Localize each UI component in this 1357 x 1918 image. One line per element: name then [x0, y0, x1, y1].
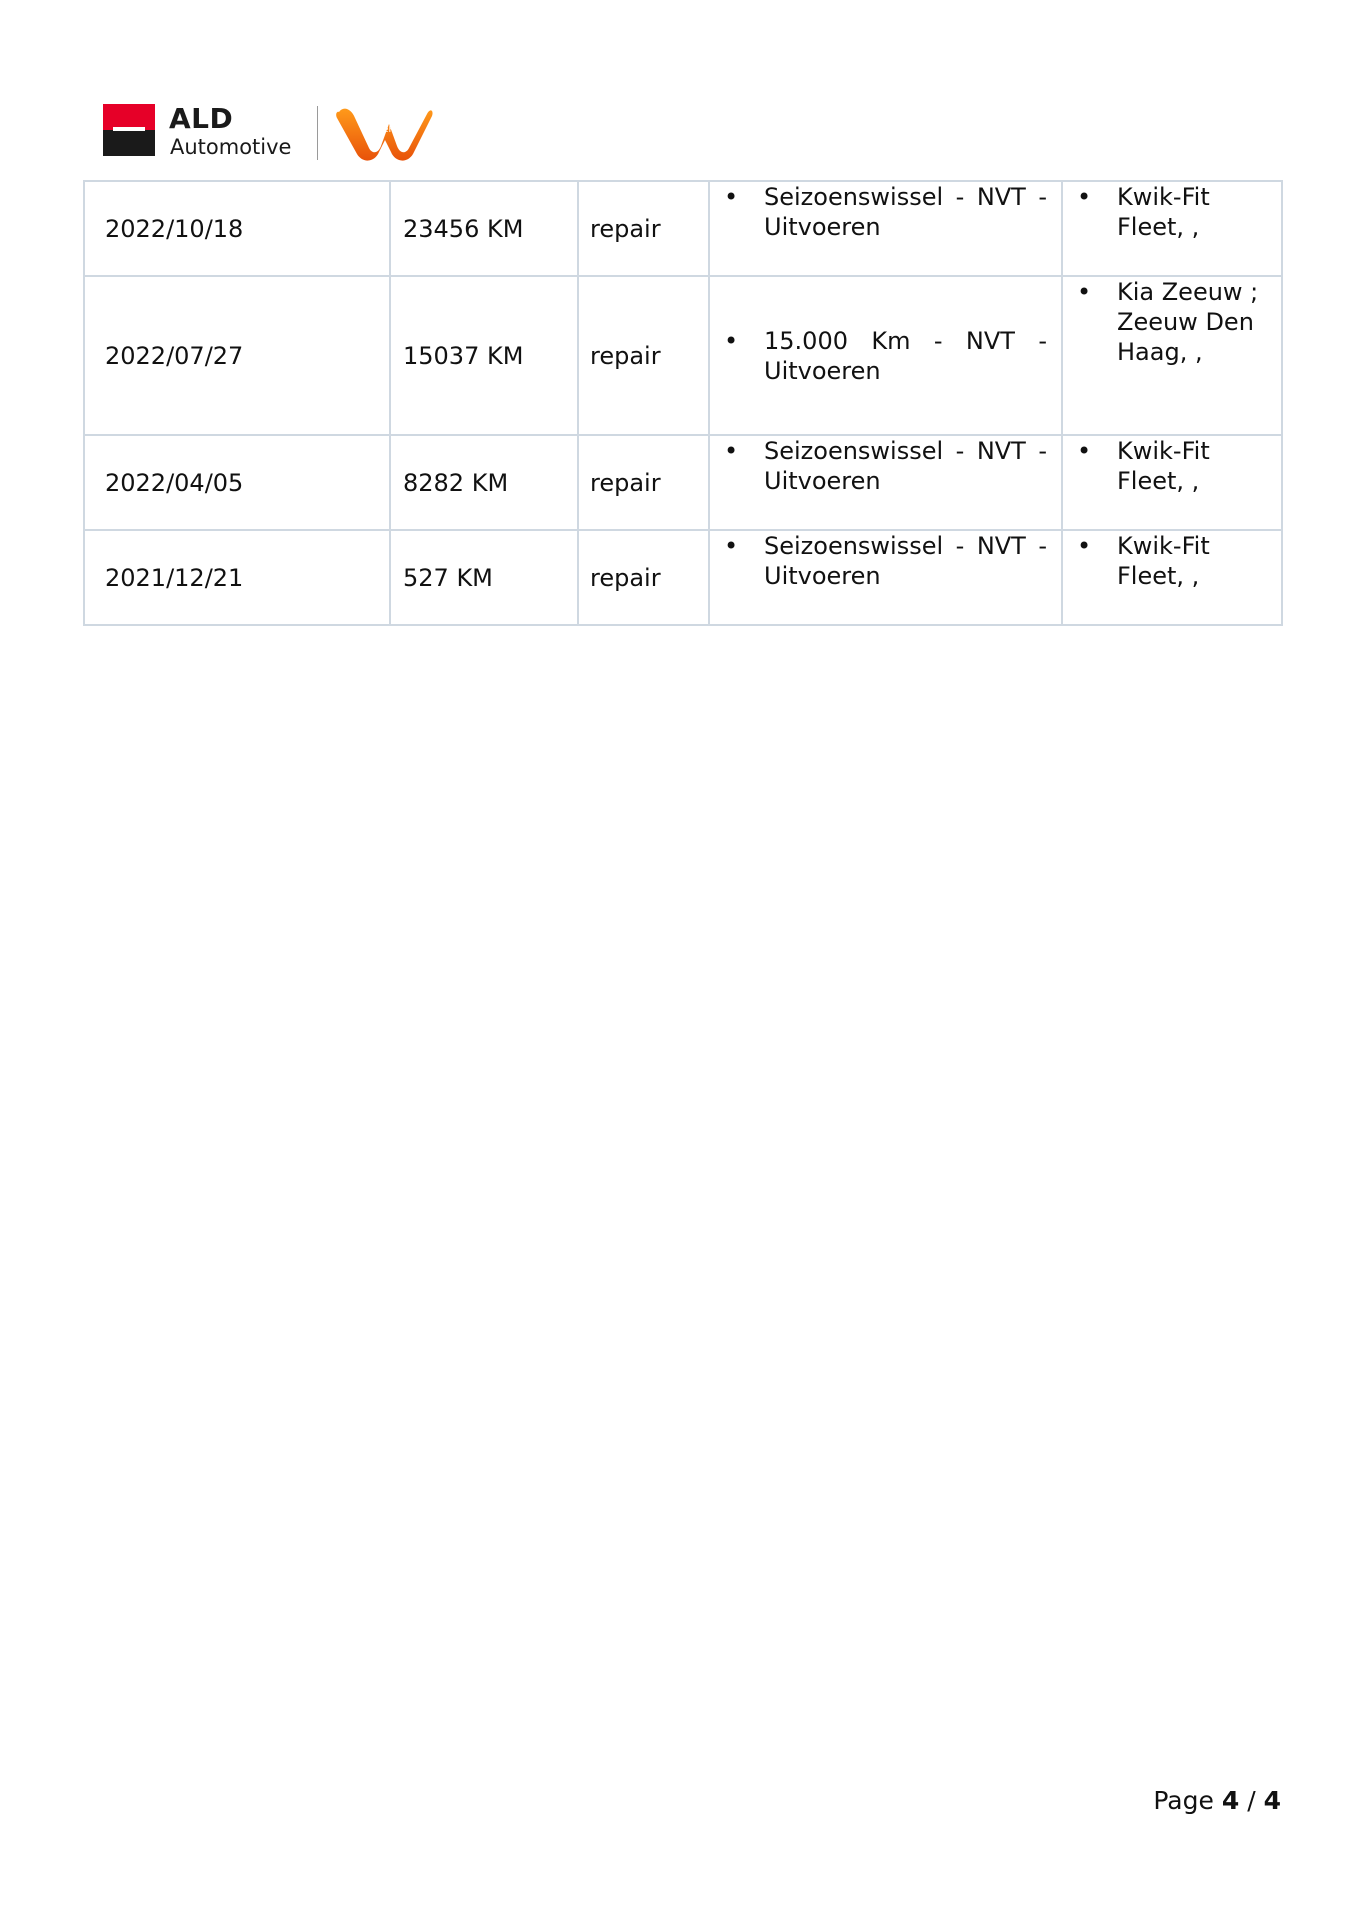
cell-description: [709, 181, 1062, 276]
table-row: [84, 435, 1282, 530]
supplier-bullet: • Kwik-Fit Fleet, ,: [1075, 531, 1267, 591]
page-number: [1153, 1786, 1281, 1815]
cell-date: 2021/12/21: [84, 530, 390, 625]
supplier-bullet: • Kia Zeeuw ; Zeeuw Den Haag, ,: [1075, 277, 1267, 367]
description-bullet: • Seizoenswissel - NVT - Uitvoeren: [722, 531, 1047, 591]
supplier-bullet: • Kwik-Fit Fleet, ,: [1075, 436, 1267, 496]
table-row: [84, 276, 1282, 435]
description-bullet: • Seizoenswissel - NVT - Uitvoeren: [722, 182, 1047, 242]
cell-description: [709, 435, 1062, 530]
cell-date: 2022/10/18: [84, 181, 390, 276]
page-current: 4: [1221, 1786, 1240, 1815]
cell-type: repair: [578, 181, 709, 276]
ald-brand-name: ALD: [169, 102, 234, 135]
cell-supplier: [1062, 530, 1282, 625]
cell-mileage: 8282 KM: [390, 435, 578, 530]
table-row: [84, 530, 1282, 625]
page-separator: /: [1247, 1786, 1256, 1815]
cell-description: [709, 530, 1062, 625]
maintenance-history-table: [83, 180, 1283, 626]
cell-type: repair: [578, 276, 709, 435]
cell-description: [709, 276, 1062, 435]
ald-logo-dash: [113, 127, 145, 131]
cell-mileage: 15037 KM: [390, 276, 578, 435]
supplier-bullet: • Kwik-Fit Fleet, ,: [1075, 182, 1267, 242]
cell-type: repair: [578, 530, 709, 625]
cell-type: repair: [578, 435, 709, 530]
leaseplan-logo-text: LeasePlan: [362, 125, 408, 135]
cell-supplier: [1062, 276, 1282, 435]
leaseplan-logo-icon: [335, 102, 435, 162]
table-row: [84, 181, 1282, 276]
description-bullet: • 15.000 Km - NVT - Uitvoeren: [722, 326, 1047, 386]
ald-logo-black-block: [103, 130, 155, 156]
logo-divider: [317, 106, 318, 160]
cell-mileage: 23456 KM: [390, 181, 578, 276]
description-bullet: • Seizoenswissel - NVT - Uitvoeren: [722, 436, 1047, 496]
cell-supplier: [1062, 435, 1282, 530]
cell-date: 2022/04/05: [84, 435, 390, 530]
page-total: 4: [1263, 1786, 1281, 1815]
page-label: Page: [1153, 1786, 1214, 1815]
cell-date: 2022/07/27: [84, 276, 390, 435]
ald-logo-icon: [103, 104, 155, 156]
cell-supplier: [1062, 181, 1282, 276]
cell-mileage: 527 KM: [390, 530, 578, 625]
ald-brand-subtitle: Automotive: [170, 135, 292, 159]
